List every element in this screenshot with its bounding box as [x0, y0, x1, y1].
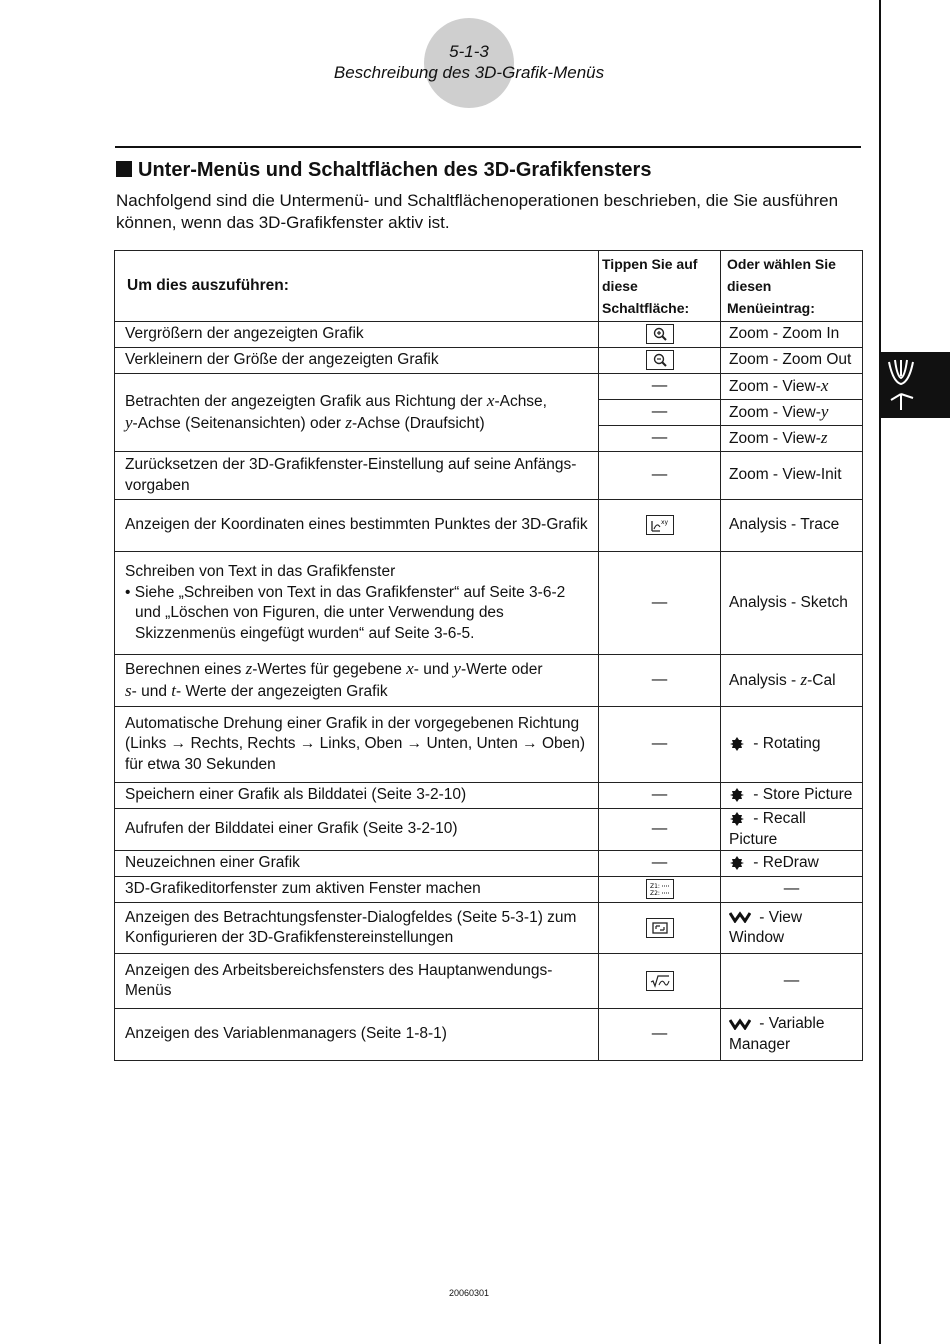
menu-cell: Analysis - z-Cal: [721, 655, 863, 707]
dash-cell: —: [599, 655, 721, 707]
action-cell: Anzeigen des Arbeitsbereichsfensters des Hauptanwendungs-Menüs: [115, 954, 599, 1009]
table-row: [115, 452, 863, 500]
intro-paragraph: Nachfolgend sind die Untermenü- und Schaltflächenoperationen beschrieben, die Sie ausführen können, wenn das 3D-Grafikfenster aktiv ist.: [116, 191, 839, 232]
header-menu: Oder wählen Sie diesen Menüeintrag:: [721, 251, 863, 322]
action-cell: Aufrufen der Bilddatei einer Grafik (Seite 3-2-10): [115, 809, 599, 851]
svg-text:xy: xy: [660, 519, 668, 527]
svg-text:Z1:: Z1:: [649, 883, 660, 891]
svg-text:Z2:: Z2:: [649, 890, 660, 898]
action-cell: Betrachten der angezeigten Grafik aus Richtung der x-Achse, y-Achse (Seitenansichten) oder z-Achse (Draufsicht): [115, 374, 599, 452]
table-row: [115, 877, 863, 903]
dash-cell: —: [599, 426, 721, 452]
action-cell: Verkleinern der Größe der angezeigten Grafik: [115, 348, 599, 374]
menu-cell: - Recall Picture: [721, 809, 863, 851]
menu-cell: Zoom - Zoom In: [721, 322, 863, 348]
view-window-icon[interactable]: [646, 918, 674, 938]
menu-cell: Analysis - Trace: [721, 500, 863, 552]
dash-cell: —: [599, 851, 721, 877]
dash-cell: —: [599, 809, 721, 851]
menu-cell: Zoom - Zoom Out: [721, 348, 863, 374]
footer-code: 20060301: [448, 1288, 490, 1298]
graph-menu-icon[interactable]: [729, 736, 745, 752]
menu-cell: Zoom - View-y: [721, 400, 863, 426]
action-cell: Berechnen eines z-Wertes für gegebene x- und y-Werte oder s- und t- Werte der angezeigten Grafik: [115, 655, 599, 707]
table-row: [115, 954, 863, 1009]
graph-menu-icon[interactable]: [729, 811, 745, 827]
square-bullet-icon: [116, 161, 132, 177]
table-row: [115, 1009, 863, 1061]
menu-cell: Zoom - View-x: [721, 374, 863, 400]
menu-cell: - Variable Manager: [721, 1009, 863, 1061]
page-number: 5-1-3: [449, 42, 489, 61]
wave-menu-icon[interactable]: [729, 911, 751, 923]
table-row: [115, 783, 863, 809]
menu-cell: Analysis - Sketch: [721, 552, 863, 655]
dash-cell: —: [599, 1009, 721, 1061]
zoom-out-icon[interactable]: [646, 350, 674, 370]
graph-menu-icon[interactable]: [729, 787, 745, 803]
table-row: [115, 348, 863, 374]
table-row: [115, 322, 863, 348]
menu-cell: - Store Picture: [721, 783, 863, 809]
dash-cell: —: [599, 452, 721, 500]
action-cell: Anzeigen der Koordinaten eines bestimmten Punktes der 3D-Grafik: [115, 500, 599, 552]
trace-icon[interactable]: [646, 515, 674, 535]
menu-cell: Zoom - View-Init: [721, 452, 863, 500]
action-cell: Zurücksetzen der 3D-Grafikfenster-Einstellung auf seine Anfängs-vorgaben: [115, 452, 599, 500]
operations-table: [114, 250, 863, 1061]
action-cell: Vergrößern der angezeigten Grafik: [115, 322, 599, 348]
menu-cell: - ReDraw: [721, 851, 863, 877]
action-cell: Automatische Drehung einer Grafik in der vorgegebenen Richtung (Links → Rechts, Rechts → Links, Oben → Unten, Unten → Oben) für etwa 30 Sekunden: [115, 707, 599, 783]
action-cell: Speichern einer Grafik als Bilddatei (Seite 3-2-10): [115, 783, 599, 809]
table-row: [115, 809, 863, 851]
action-cell: Anzeigen des Betrachtungsfenster-Dialogfeldes (Seite 5-3-1) zum Konfigurieren der 3D-Grafikfenstereinstellungen: [115, 903, 599, 954]
table-row: [115, 851, 863, 877]
action-cell: Anzeigen des Variablenmanagers (Seite 1-8-1): [115, 1009, 599, 1061]
dash-cell: —: [721, 954, 863, 1009]
action-cell: Neuzeichnen einer Grafik: [115, 851, 599, 877]
main-application-icon[interactable]: [646, 971, 674, 991]
section-divider: [115, 146, 861, 148]
editor-window-icon[interactable]: [646, 879, 674, 899]
wave-menu-icon[interactable]: [729, 1018, 751, 1030]
3d-graph-icon: [881, 352, 950, 418]
zoom-in-icon[interactable]: [646, 324, 674, 344]
table-header-row: [115, 251, 863, 322]
header-action: Um dies auszuführen:: [115, 251, 599, 322]
menu-cell: - View Window: [721, 903, 863, 954]
page-title: Beschreibung des 3D-Grafik-Menüs: [333, 63, 605, 82]
chapter-tab: [881, 352, 950, 418]
section-heading: Unter-Menüs und Schaltflächen des 3D-Grafikfensters: [116, 159, 651, 182]
right-margin-line: [879, 0, 881, 1344]
menu-cell: - Rotating: [721, 707, 863, 783]
table-row: [115, 903, 863, 954]
dash-cell: —: [599, 552, 721, 655]
dash-cell: —: [721, 877, 863, 903]
dash-cell: —: [599, 374, 721, 400]
table-row: [115, 707, 863, 783]
action-cell: Schreiben von Text in das Grafikfenster • Siehe „Schreiben von Text in das Grafikfenster“ auf Seite 3-6-2 und „Löschen von Figuren, die unter Verwendung des Skizzenmenüs eingefügt wurden“ auf Seite 3-6-5.: [115, 552, 599, 655]
menu-cell: Zoom - View-z: [721, 426, 863, 452]
graph-menu-icon[interactable]: [729, 855, 745, 871]
table-row: [115, 655, 863, 707]
header-button: Tippen Sie auf diese Schaltfläche:: [599, 251, 721, 322]
dash-cell: —: [599, 707, 721, 783]
dash-cell: —: [599, 783, 721, 809]
table-row: [115, 552, 863, 655]
dash-cell: —: [599, 400, 721, 426]
table-row: [115, 500, 863, 552]
table-row: [115, 374, 863, 400]
action-cell: 3D-Grafikeditorfenster zum aktiven Fenster machen: [115, 877, 599, 903]
